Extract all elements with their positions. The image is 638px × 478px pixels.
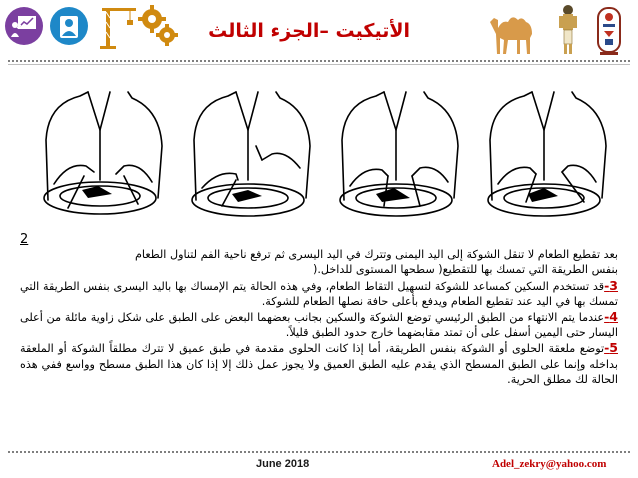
page-title: الأتيكيت –الجزء الثالث [208,20,410,42]
footer-date: June 2018 [256,458,310,470]
item-2-line-1: بعد تقطيع الطعام لا تنقل الشوكة إلى اليد اليمنى وتترك في اليد اليسرى ثم ترفع ناحية الفم لتناول الطعام [134,248,618,262]
item-number-2: 2 [20,232,29,247]
item-3 [20,278,618,309]
footer-email: Adel_zekry@yahoo.com [492,458,607,470]
item-number-4: 4- [604,309,618,325]
item-5-text: توضع ملعقة الحلوى أو الشوكة بنفس الطريقة، أما إذا كانت الحلوى مقدمة في طبق عميق لا تترك مطلقاً الشوكة أو الملعقة بداخله وإنما على الطبق المسطح الذي يقدم عليه الطبق العميق ولا يجوز عمل ذلك إلا إذا كان هذا الطبق مسطح وواسع ففي هذه الحالة لك مطلق الحرية. [20,342,618,386]
dining-illustrations [28,90,618,230]
camel-icon [484,8,544,62]
pharaoh-figure-icon [556,4,580,60]
item-2-line-2: بنفس الطريقة التي تمسك بها للتقطيع( سطحها المستوى للداخل.( [312,263,618,277]
dining-panel-3 [176,90,324,230]
person-avatar-icon [49,6,89,50]
dining-panel-4 [28,90,176,230]
item-3-text: قد تستخدم السكين كمساعد للشوكة لتسهيل التقاط الطعام، وفي هذه الحالة يتم الإمساك بها باليد اليسرى بنفس الطريقة التي تمسك بها في اليد عند تقطيع الطعام ويدفع بأعلى حافة نصلها الطعام للشوكة. [20,279,618,308]
dining-panel-1 [472,90,620,230]
hieroglyph-cartouche-icon [596,6,622,60]
crane-tower-icon [98,2,138,54]
item-4 [20,309,618,340]
item-number-5: 5- [604,340,618,356]
item-number-3: 3- [604,277,618,293]
item-5 [20,340,618,387]
header-divider [8,60,630,62]
item-4-text: عندما يتم الانتهاء من الطبق الرئيسي توضع الشوكة والسكين بجانب بعضهما البعض على الطبق على شكل زاوية مائلة من أعلى اليسار حتى اليمين أسفل على أن تمتد مقابضهما خارج حدود الطبق قليلاً. [20,311,618,340]
header-divider-line [8,64,630,65]
footer-divider [8,451,630,453]
etiquette-instructions [20,232,618,387]
slide-header [0,0,638,62]
dining-panel-2 [324,90,472,230]
presenter-board-icon [4,6,44,50]
